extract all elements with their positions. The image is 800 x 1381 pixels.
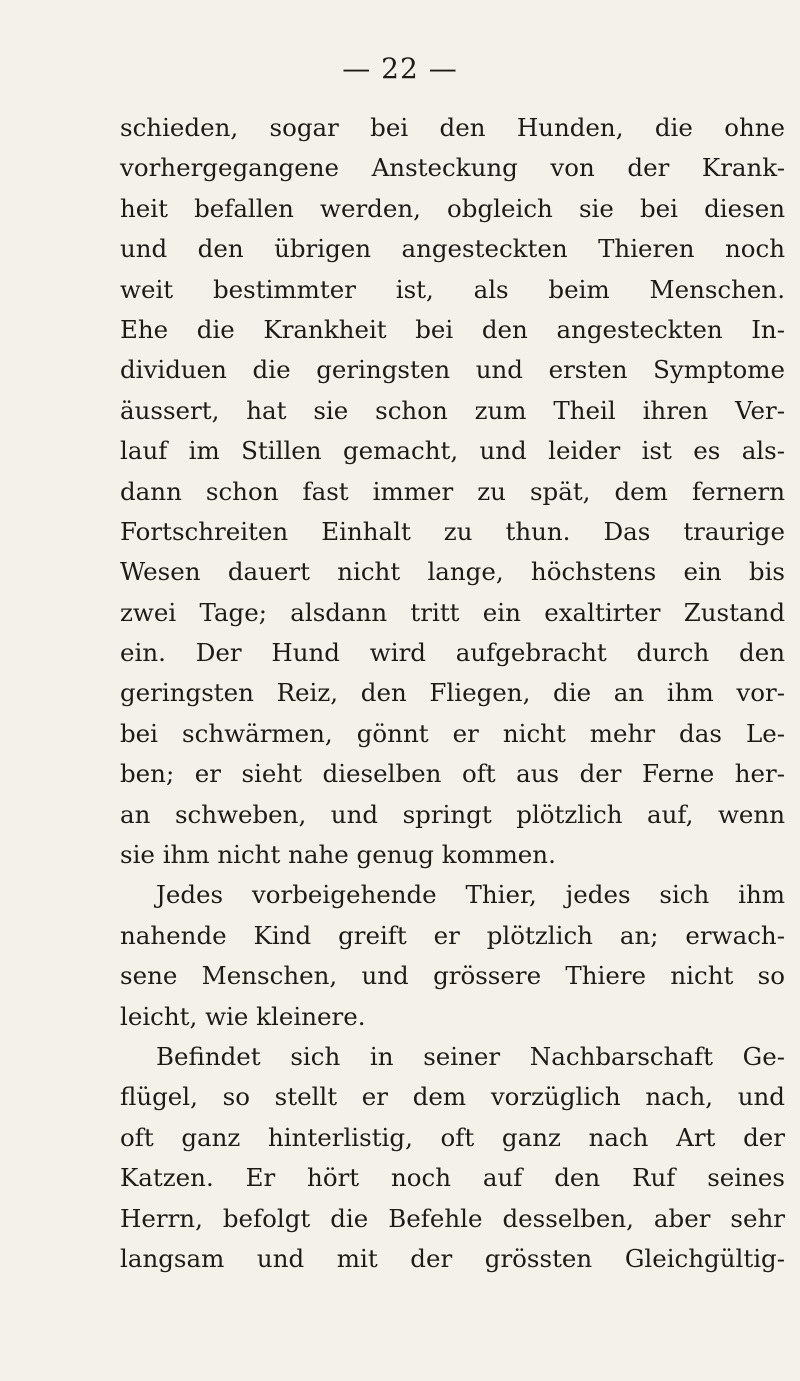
text-line: schieden, sogar bei den Hunden, die ohne: [120, 113, 785, 142]
text-line: zwei Tage; alsdann tritt ein exaltirter Zustand: [120, 597, 785, 627]
text-line: dividuen die geringsten und ersten Symptome: [120, 355, 785, 385]
page-number: — 22 —: [342, 52, 458, 85]
text-line: weit bestimmter ist, als beim Menschen.: [120, 274, 785, 304]
text-line: Herrn, befolgt die Befehle desselben, aber sehr: [120, 1203, 785, 1233]
text-line: sene Menschen, und grössere Thiere nicht so: [120, 961, 785, 991]
text-line: Katzen. Er hört noch auf den Ruf seines: [120, 1163, 785, 1193]
text-line: flügel, so stellt er dem vorzüglich nach, und: [120, 1082, 785, 1112]
text-line: ein. Der Hund wird aufgebracht durch den: [120, 638, 785, 668]
text-line: leicht, wie kleinere.: [120, 1001, 366, 1031]
text-line: oft ganz hinterlistig, oft ganz nach Art der: [120, 1122, 785, 1152]
text-line: an schweben, und springt plötzlich auf, wenn: [120, 799, 785, 829]
text-line: Befindet sich in seiner Nachbarschaft Ge-: [156, 1041, 785, 1071]
text-line: ben; er sieht dieselben oft aus der Ferne her-: [120, 759, 785, 789]
text-line: nahende Kind greift er plötzlich an; erwach-: [120, 920, 785, 950]
text-line: Fortschreiten Einhalt zu thun. Das traurige: [120, 516, 785, 546]
text-line: geringsten Reiz, den Fliegen, die an ihm vor-: [120, 678, 785, 708]
body-text: [120, 108, 785, 1279]
text-line: heit befallen werden, obgleich sie bei diesen: [120, 193, 785, 223]
text-line: Jedes vorbeigehende Thier, jedes sich ihm: [156, 880, 785, 910]
text-line: sie ihm nicht nahe genug kommen.: [120, 840, 556, 870]
text-line: Wesen dauert nicht lange, höchstens ein bis: [120, 557, 785, 587]
text-line: lauf im Stillen gemacht, und leider ist es als-: [120, 436, 785, 466]
text-line: und den übrigen angesteckten Thieren noch: [120, 234, 785, 264]
text-line: vorhergegangene Ansteckung von der Krank-: [120, 153, 785, 183]
text-line: langsam und mit der grössten Gleichgültig-: [120, 1243, 785, 1273]
text-line: äussert, hat sie schon zum Theil ihren Ver-: [120, 395, 785, 425]
text-line: Ehe die Krankheit bei den angesteckten In-: [120, 314, 785, 344]
text-line: bei schwärmen, gönnt er nicht mehr das Le-: [120, 718, 785, 748]
text-line: dann schon fast immer zu spät, dem fernern: [120, 476, 785, 506]
